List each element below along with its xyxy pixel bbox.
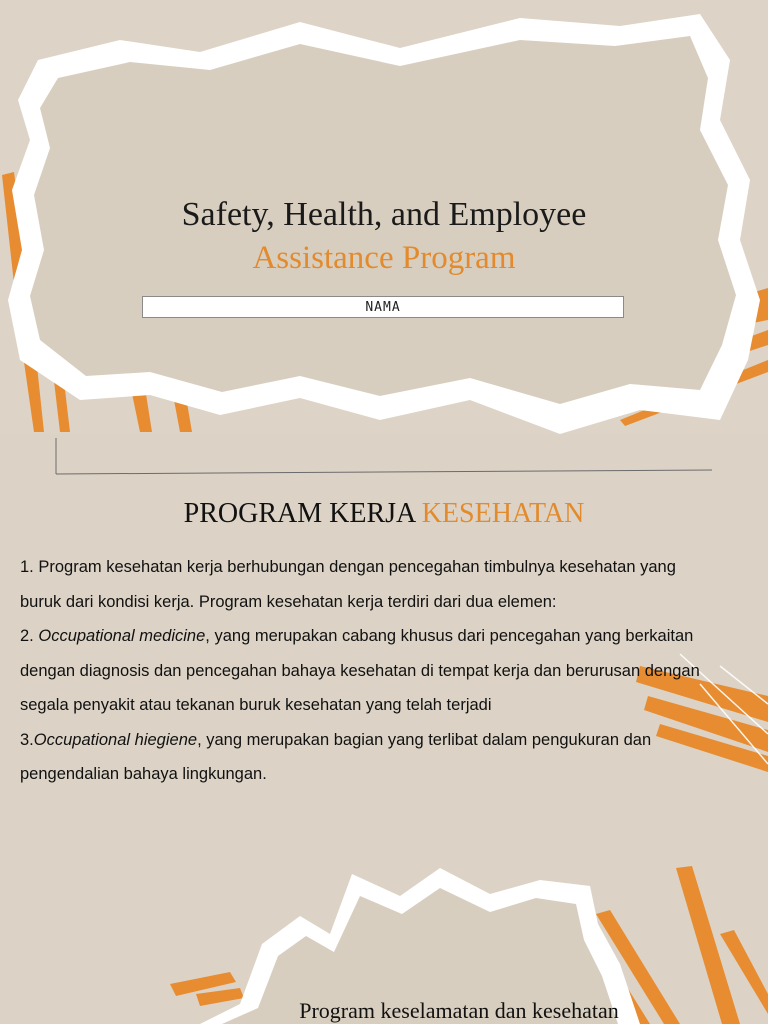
slide-title	[0, 0, 768, 434]
p2-term: Occupational medicine	[38, 627, 206, 645]
paragraph-3	[20, 723, 700, 792]
p3-rest: , yang merupakan bagian yang terlibat dalam pengukuran dan pengendalian bahaya lingkungan.	[20, 730, 652, 783]
p2-prefix: 2.	[20, 627, 39, 645]
p2-rest: , yang merupakan cabang khusus dari pencegahan yang berkaitan dengan diagnosis dan pencegahan bahaya kesehatan di tempat kerja dan berurusan dengan segala penyakit atau tekanan buruk kesehatan yang telah terjadi	[20, 627, 700, 714]
title-line-1: Safety, Health, and Employee	[181, 196, 587, 233]
heading-accent: KESEHATAN	[421, 498, 585, 529]
section-heading	[0, 498, 768, 530]
slide-keselamatan	[0, 864, 768, 1024]
heading-main: PROGRAM KERJA	[183, 498, 422, 529]
p3-term: Occupational hiegiene	[33, 730, 198, 749]
slide-program-kerja	[0, 434, 768, 864]
p3-prefix: 3.	[20, 730, 34, 749]
name-field: NAMA	[142, 296, 624, 318]
paragraph-2	[20, 619, 700, 723]
body-text	[20, 550, 700, 792]
paragraph-1: 1. Program kesehatan kerja berhubungan dengan pencegahan timbulnya kesehatan yang buruk dari kondisi kerja. Program kesehatan kerja terdiri dari dua elemen:	[20, 558, 676, 611]
slide3-title: Program keselamatan dan kesehatan	[299, 998, 619, 1023]
title-line-2: Assistance Program	[252, 240, 516, 276]
